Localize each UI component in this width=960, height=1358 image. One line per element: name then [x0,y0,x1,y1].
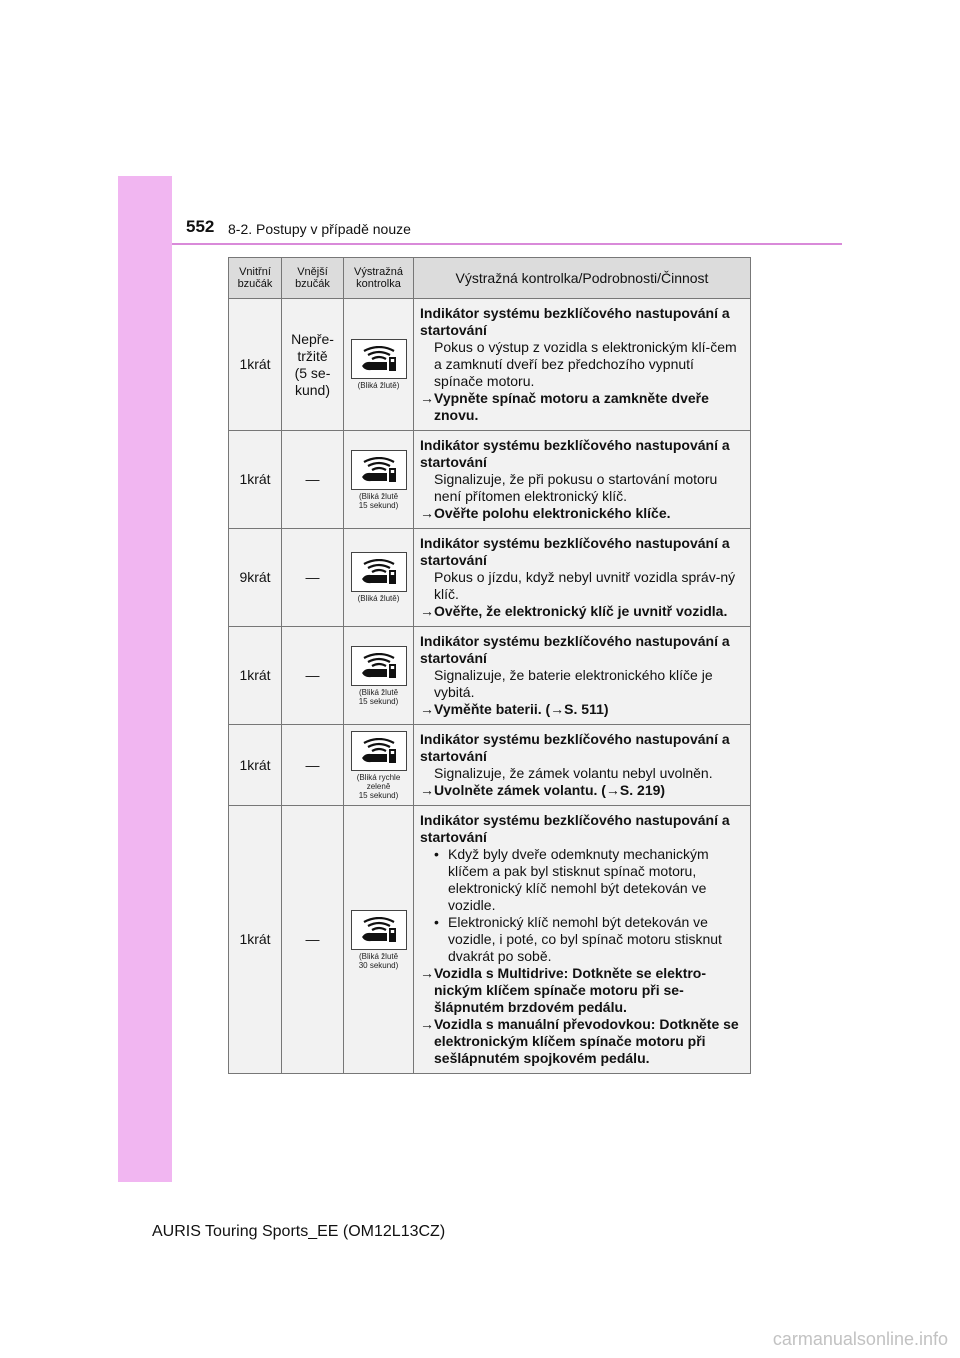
outer-buzzer-value: — [305,569,320,585]
smart-key-indicator-icon [359,346,399,372]
outer-buzzer-value: — [305,931,320,947]
indicator-caption: (Bliká rychle zeleně 15 sekund) [356,772,401,800]
inner-buzzer-cell [229,529,282,627]
outer-buzzer-cell [282,627,344,725]
detail-description: Pokus o výstup z vozidla s elektronickým klí-čem a zamknutí dveří bez předchozího vypnutí spínače motoru. [434,339,737,389]
warning-indicator [351,910,407,950]
outer-buzzer-cell [282,431,344,529]
col-details: Výstražná kontrolka/Podrobnosti/Činnost [414,258,751,299]
col-inner-buzzer: Vnitřní bzučák [229,258,282,299]
outer-buzzer-cell [282,299,344,431]
warning-light-cell [344,299,414,431]
inner-buzzer-value: 9krát [239,569,271,585]
arrow-right-icon: → [420,1016,434,1032]
table-row [229,431,751,529]
action-text: Vozidla s Multidrive: Dotkněte se elektro-nickým klíčem spínače motoru při se-šlápnutém brzdovém pedálu. [434,965,707,1015]
col-warning-light: Výstražná kontrolka [344,258,414,299]
outer-buzzer-value: — [305,667,320,683]
bullet-dot: • [434,846,439,862]
chapter-tab [118,176,172,1182]
detail-bullet [420,846,745,914]
detail-title: Indikátor systému bezklíčového nastupování a startování [420,633,730,666]
outer-buzzer-cell [282,806,344,1074]
bullet-dot: • [434,914,439,930]
detail-action [420,782,745,799]
arrow-right-icon: → [420,782,434,798]
warning-light-cell [344,627,414,725]
inner-buzzer-cell [229,725,282,806]
header-divider [172,243,842,245]
smart-key-indicator-icon [359,653,399,679]
details-cell [414,725,751,806]
smart-key-indicator-icon [359,917,399,943]
bullet-text: Když byly dveře odemknuty mechanickým klíčem a pak byl stisknut spínač motoru, elektronický klíč nemohl být detekován ve vozidle. [448,846,709,913]
inner-buzzer-value: 1krát [239,356,271,372]
smart-key-indicator-icon [359,738,399,764]
footer-model: AURIS Touring Sports_EE (OM12L13CZ) [152,1223,446,1240]
warning-indicator [351,552,407,592]
arrow-right-icon: → [420,701,434,717]
page-number: 552 [186,217,215,236]
section-title: 8-2. Postupy v případě nouze [228,221,411,237]
action-text: Vyměňte baterii. (→S. 511) [434,701,609,717]
smart-key-indicator-icon [359,457,399,483]
indicator-caption: (Bliká žlutě 15 sekund) [358,687,399,706]
arrow-right-icon: → [420,965,434,981]
outer-buzzer-value: — [305,756,320,773]
detail-description: Pokus o jízdu, když nebyl uvnitř vozidla správ-ný klíč. [434,569,736,602]
detail-action [420,505,745,522]
inner-buzzer-value: 1krát [239,756,271,773]
outer-buzzer-cell [282,529,344,627]
detail-description: Signalizuje, že baterie elektronického klíče je vybitá. [434,667,713,700]
col-outer-buzzer: Vnější bzučák [282,258,344,299]
detail-action [420,390,745,424]
detail-action [420,603,745,620]
table-row [229,299,751,431]
bullet-text: Elektronický klíč nemohl být detekován ve vozidle, i poté, co byl spínač motoru stisknut dvakrát po sobě. [448,914,722,964]
table-row [229,627,751,725]
detail-action [420,701,745,718]
arrow-right-icon: → [420,505,434,521]
inner-buzzer-cell [229,806,282,1074]
action-text: Uvolněte zámek volantu. (→S. 219) [434,782,666,798]
detail-title: Indikátor systému bezklíčového nastupování a startování [420,731,730,764]
table-row [229,529,751,627]
outer-buzzer-value: — [305,471,320,487]
table-header-row [229,258,751,299]
inner-buzzer-value: 1krát [239,667,271,683]
details-cell [414,299,751,431]
inner-buzzer-cell [229,431,282,529]
detail-title: Indikátor systému bezklíčového nastupování a startování [420,535,730,568]
detail-title: Indikátor systému bezklíčového nastupování a startování [420,437,730,470]
details-cell [414,627,751,725]
details-cell [414,806,751,1074]
inner-buzzer-value: 1krát [239,931,271,947]
warning-light-cell [344,725,414,806]
details-cell [414,529,751,627]
details-cell [414,431,751,529]
warning-light-cell [344,431,414,529]
indicator-caption: (Bliká žlutě 15 sekund) [358,491,399,510]
detail-title: Indikátor systému bezklíčového nastupování a startování [420,305,730,338]
warning-indicator [351,646,407,686]
inner-buzzer-cell [229,299,282,431]
warning-indicator [351,731,407,771]
detail-title: Indikátor systému bezklíčového nastupování a startování [420,812,730,845]
warning-indicator [351,450,407,490]
detail-action [420,1016,745,1067]
action-text: Vypněte spínač motoru a zamkněte dveře znovu. [434,390,709,423]
arrow-right-icon: → [420,390,434,406]
indicator-caption: (Bliká žlutě) [357,381,400,390]
detail-description: Signalizuje, že zámek volantu nebyl uvolněn. [434,765,713,781]
smart-key-indicator-icon [359,559,399,585]
warning-light-cell [344,529,414,627]
arrow-right-icon: → [420,603,434,619]
table-row [229,806,751,1074]
action-text: Ověřte, že elektronický klíč je uvnitř vozidla. [434,603,728,619]
outer-buzzer-cell [282,725,344,806]
table-row [229,725,751,806]
warning-table [228,257,751,1074]
detail-description: Signalizuje, že při pokusu o startování motoru není přítomen elektronický klíč. [434,471,718,504]
action-text: Vozidla s manuální převodovkou: Dotkněte se elektronickým klíčem spínače motoru při sešlápnutém spojkovém pedálu. [434,1016,739,1066]
watermark: carmanualsonline.info [772,1329,948,1349]
indicator-caption: (Bliká žlutě) [357,594,400,603]
detail-action [420,965,745,1016]
outer-buzzer-value: Nepře- tržitě (5 se- kund) [291,330,334,398]
detail-bullet [420,914,745,965]
warning-indicator [351,339,407,379]
action-text: Ověřte polohu elektronického klíče. [434,505,671,521]
inner-buzzer-cell [229,627,282,725]
warning-light-cell [344,806,414,1074]
inner-buzzer-value: 1krát [239,471,271,487]
indicator-caption: (Bliká žlutě 30 sekund) [358,951,399,970]
